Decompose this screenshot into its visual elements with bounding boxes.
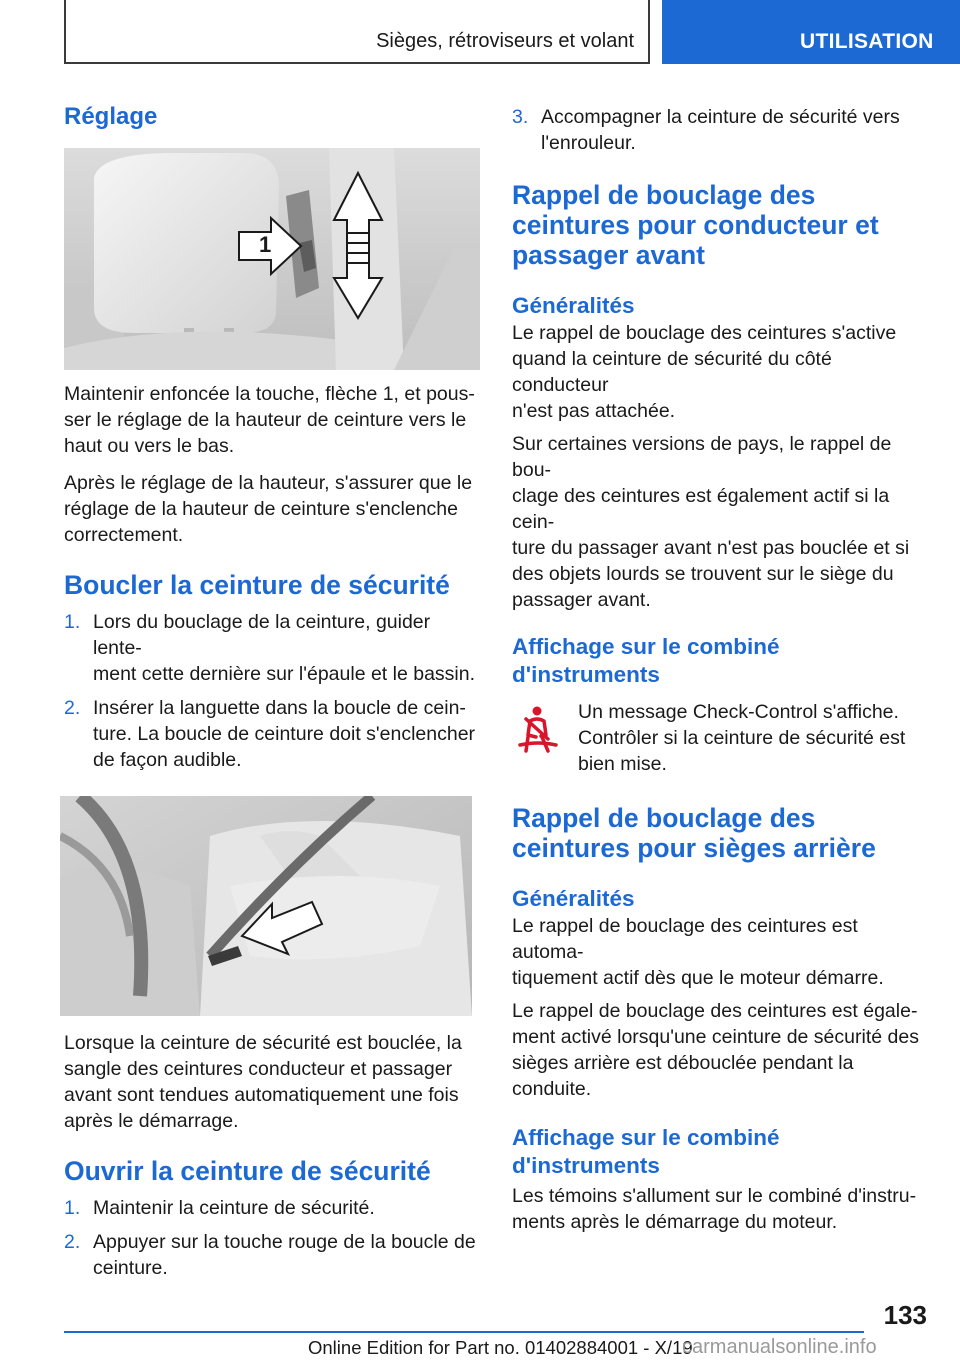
list-item (512, 104, 932, 156)
paragraph-hold-button: Maintenir enfoncée la touche, flèche 1, et pous- ser le réglage de la hauteur de ceinture vers le haut ou vers le bas. (64, 383, 475, 457)
step-number: 2. (64, 697, 81, 719)
left-column (64, 100, 480, 1281)
paragraph-gen2-2: Le rappel de bouclage des ceintures est égale- ment activé lorsqu'une ceinture de sécurité des sièges arrière est débouclée pendant la conduite. (512, 1000, 919, 1100)
header-chapter-box (64, 0, 650, 64)
list-item (64, 609, 480, 687)
checkcontrol-text: Un message Check-Control s'affiche. Contrôler si la ceinture de sécurité est bien mise. (578, 701, 906, 775)
list-ouvrir-steps (64, 1195, 480, 1281)
footer-edition: Online Edition for Part no. 01402884001 - X/19 (308, 1337, 693, 1358)
step-number: 2. (64, 1231, 81, 1253)
paragraph-gen1-1: Le rappel de bouclage des ceintures s'active quand la ceinture de sécurité du côté conducteur n'est pas attachée. (512, 322, 897, 422)
heading-ouvrir: Ouvrir la ceinture de sécurité (64, 1156, 431, 1186)
heading-boucler: Boucler la ceinture de sécurité (64, 570, 450, 600)
list-item (64, 695, 480, 773)
heading-generalites-1: Généralités (512, 293, 635, 318)
paragraph-gen1-2: Sur certaines versions de pays, le rappel de bou- clage des ceintures est également actif si la cein- ture du passager avant n'est pas bouclée et si des objets lourds se trouvent sur le siège du passager avant. (512, 433, 910, 611)
heading-generalites-2: Généralités (512, 886, 635, 911)
step-text: Accompagner la ceinture de sécurité vers l'enrouleur. (541, 106, 900, 154)
list-boucler-steps (64, 609, 480, 773)
belt-adjuster-illustration (64, 148, 480, 370)
heading-reglage: Réglage (64, 103, 158, 130)
section-label: UTILISATION (800, 30, 934, 53)
step-text: Lors du bouclage de la ceinture, guider lente- ment cette dernière sur l'épaule et le bassin. (93, 611, 476, 685)
chapter-title: Sièges, rétroviseurs et volant (376, 30, 634, 52)
step-text: Insérer la languette dans la boucle de cein- ture. La boucle de ceinture doit s'enclencher de façon audible. (93, 697, 476, 771)
paragraph-buckled: Lorsque la ceinture de sécurité est bouclée, la sangle des ceintures conducteur et passager avant sont tendues automatiquement une fois après le démarrage. (64, 1032, 462, 1132)
page-number: 133 (883, 1300, 927, 1330)
paragraph-after-adjust: Après le réglage de la hauteur, s'assurer que le réglage de la hauteur de ceinture s'enclenche correctement. (64, 472, 473, 546)
heading-rappel-arriere: Rappel de bouclage des ceintures pour sièges arrière (512, 803, 876, 863)
header-section-tab (662, 0, 960, 64)
step-text: Appuyer sur la touche rouge de la boucle de ceinture. (93, 1231, 476, 1279)
paragraph-aff2: Les témoins s'allument sur le combiné d'instru- ments après le démarrage du moteur. (512, 1185, 917, 1233)
list-item (64, 1229, 480, 1281)
checkcontrol-note (512, 699, 932, 777)
footer-divider (64, 1331, 864, 1333)
step-text: Maintenir la ceinture de sécurité. (93, 1197, 375, 1219)
belt-buckle-illustration (60, 796, 472, 1016)
step-number: 1. (64, 611, 81, 633)
right-column (512, 104, 932, 1235)
heading-rappel-avant: Rappel de bouclage des ceintures pour conducteur et passager avant (512, 180, 879, 270)
figure-belt-height-adjuster (64, 148, 480, 370)
footer-watermark: carmanualsonline.info (682, 1336, 877, 1358)
figure1-callout: 1 (259, 232, 272, 257)
figure-belt-buckle (60, 796, 472, 1016)
seatbelt-warning-icon (516, 705, 564, 755)
heading-affichage-1: Affichage sur le combiné d'instruments (512, 634, 780, 687)
paragraph-gen2-1: Le rappel de bouclage des ceintures est automa- tiquement actif dès que le moteur démarre. (512, 915, 884, 989)
heading-affichage-2: Affichage sur le combiné d'instruments (512, 1125, 780, 1178)
step-number: 3. (512, 106, 529, 128)
list-item (64, 1195, 480, 1221)
step-number: 1. (64, 1197, 81, 1219)
